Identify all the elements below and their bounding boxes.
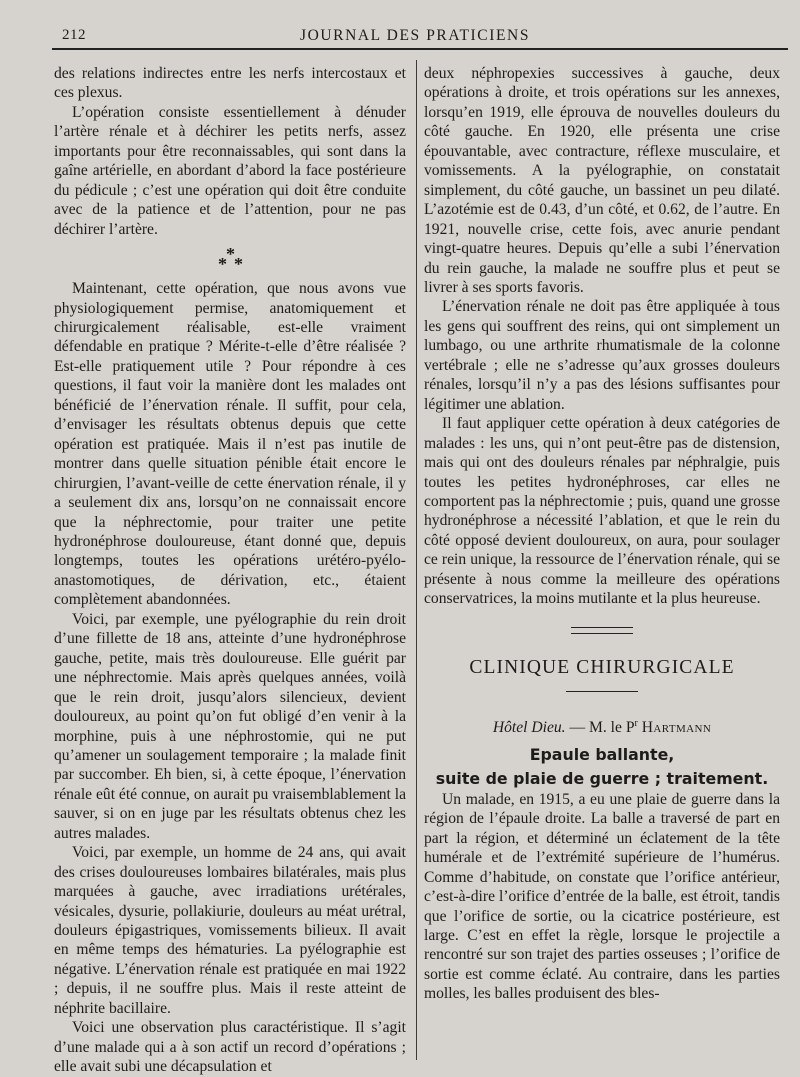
clinic-byline	[424, 714, 780, 738]
paragraph: L’opération consiste essentiellement à dénuder l’artère rénale et à déchirer les petits nerfs, assez importants pour être reconnaissables, qui sont dans la gaîne artérielle, en abordant d’abord la face postérieure du pédicule ; c’est une opération qui doit être conduite avec de la patience et de l’attention, pour ne pas déchirer l’artère.	[54, 103, 406, 238]
asterism-separator: * * *	[218, 244, 243, 275]
article-subtitle-line2: suite de plaie de guerre ; traitement.	[435, 768, 769, 788]
paragraph: Voici, par exemple, un homme de 24 ans, qui avait des crises douloureuses lombaires bilatérales, mais plus marquées à gauche, avec irradiations urétérales, vésicales, dysurie, pollakiurie, douleurs au méat urétral, douleurs épigastriques, vomissements bilieux. Il avait en même temps des hématuries. La pyélographie est négative. L’énervation rénale est pratiquée en mai 1922 ; depuis, il ne souffre plus. Mais il reste atteint de néphrite bacillaire.	[54, 844, 406, 1017]
section-double-rule	[571, 627, 633, 634]
professor-name: Hartmann	[641, 719, 712, 737]
paragraph: deux néphropexies successives à gauche, deux opérations à droite, et trois opérations sur les annexes, lorsqu’en 1919, elle éprouva de nouvelles douleurs du côté gauche. En 1920, elle présenta une crise épouvantable, avec contracture, réflexe musculaire, et vomissements. A la pyélographie, on constatait simplement, du côté gauche, un bassinet un peu dilaté. L’azotémie est de 0.43, d’un côté, et 0.62, de l’autre. En 1921, nouvelle crise, cette fois, avec anurie pendant vingt-quatre heures. Depuis qu’elle a subi l’énervation du rein gauche, la malade ne souffre plus et peut se livrer à ses sports favoris.	[424, 65, 780, 296]
left-column	[54, 64, 406, 1077]
professor-prefix: M. le P	[589, 719, 635, 737]
section-title: CLINIQUE CHIRURGICALE	[469, 656, 735, 678]
professor-sup: r	[634, 718, 638, 730]
column-divider	[416, 60, 417, 1060]
page-header	[52, 24, 778, 48]
paragraph: Un malade, en 1915, a eu une plaie de guerre dans la région de l’épaule droite. La balle a traversé de part en part la région, et déterminé un éclatement de la tête humérale et de l’extrémité supérieure de l’humérus. Comme d’habitude, on constate que l’orifice antérieur, c’est-à-dire l’orifice d’entrée de la balle, est étroit, tandis que l’orifice de sortie, ou la cicatrice postérieure, est large. C’est en effet la règle, lorsque le projectile a rencontré sur son trajet des parties osseuses ; l’orifice de sortie est comme éclaté. Au contraire, dans les parties molles, les balles produisent des bles-	[424, 790, 780, 1003]
paragraph: des relations indirectes entre les nerfs intercostaux et ces plexus.	[54, 65, 406, 102]
byline-dash: —	[569, 719, 586, 737]
right-column	[424, 64, 780, 1004]
header-rule	[52, 48, 788, 50]
paragraph: Il faut appliquer cette opération à deux catégories de malades : les uns, qui n’ont peut-être pas de distension, mais qui ont des douleurs rénales par néphralgie, puis toutes les petites hydronéphroses, car elles ne comportent pas la néphrectomie ; puis, quand une grosse hydronéphrose a nécessité l’ablation, et que le rein du côté opposé devient douloureux, on aura, pour soulager ce rein unique, la ressource de l’énervation rénale, qui se présente à nous comme la meilleure des opérations conservatrices, la moins mutilante et la plus heureuse.	[424, 415, 780, 608]
paragraph: Voici une observation plus caractéristique. Il s’agit d’une malade qui a à son actif un record d’opérations ; elle avait subi une décapsulation et	[54, 1019, 406, 1076]
article-subtitle-line1: Epaule ballante,	[529, 744, 675, 764]
paragraph: L’énervation rénale ne doit pas être appliquée à tous les gens qui souffrent des reins, qui ont simplement un lumbago, ou une arthrite rhumatismale de la colonne vertébrale ; elle ne s’adresse qu’aux grosses douleurs rénales, lorsqu’il n’y a pas des lésions suffisantes pour légitimer une ablation.	[424, 298, 780, 413]
hospital-name: Hôtel Dieu.	[492, 719, 566, 737]
page-number: 212	[62, 27, 86, 43]
paragraph: Maintenant, cette opération, que nous avons vue physiologiquement permise, anatomiquement et chirurgicalement réalisable, est-elle vraiment défendable en pratique ? Mérite-t-elle d’être réalisée ? Est-elle pratiquement utile ? Pour répondre à ces questions, il faut voir la manière dont les malades ont bénéficié de l’énervation rénale. Il suffit, pour cela, d’envisager les résultats obtenus depuis que cette opération est pratiquée. Mais il n’est pas inutile de montrer dans quelle situation pénible était encore le chirurgien, l’avant-veille de cette énervation rénale, il y a seulement dix ans, lorsqu’on ne connaissait encore que la néphrectomie, pour traiter une petite hydronéphrose douloureuse, étant donné que, depuis longtemps, toutes les opérations urétéro-pyélo-anastomotiques, de dérivation, etc., étaient complètement abandonnées.	[54, 280, 406, 609]
paragraph: Voici, par exemple, une pyélographie du rein droit d’une fillette de 18 ans, atteinte d’une hydronéphrose gauche, petite, mais très douloureuse. Elle guérit par une néphrectomie. Mais après quelques années, voilà que le rein droit, jusqu’alors silencieux, devient douloureux, au point qu’on fut obligé d’en venir à la morphine, puis à une néphrostomie, qui ne put qu’amener un soulagement temporaire ; la malade finit par succomber. Eh bien, si, à cette époque, l’énervation rénale eût été connue, on aurait pu vraisemblablement la sauver, si on en juge par les résultats obtenus chez les autres malades.	[54, 610, 407, 842]
running-title: JOURNAL DES PRATICIENS	[299, 27, 531, 44]
section-rule	[566, 691, 638, 692]
